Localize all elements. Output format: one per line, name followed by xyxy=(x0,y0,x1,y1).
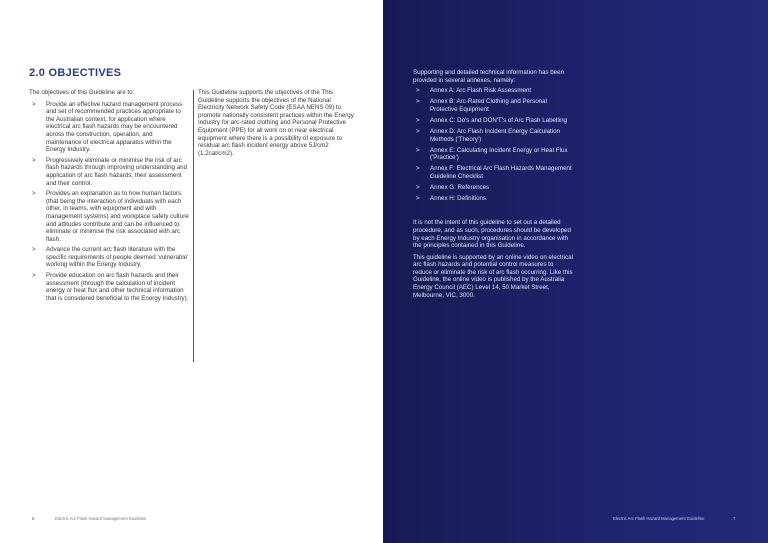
bullet-marker: > xyxy=(32,100,36,108)
list-item xyxy=(29,190,189,243)
list-item xyxy=(29,272,189,302)
annexes-intro: Supporting and detailed technical information has been provided in several annexes, namely: xyxy=(413,69,565,84)
left-page xyxy=(0,0,383,543)
bullet-marker: > xyxy=(32,190,36,198)
right-page xyxy=(383,0,768,543)
column-divider xyxy=(193,90,194,362)
list-item xyxy=(413,147,573,162)
list-item xyxy=(413,128,573,143)
annex-text: Annex B: Arc-Rated Clothing and Personal Protective Equipment xyxy=(430,98,547,113)
bullet-marker: > xyxy=(416,128,420,136)
objective-text: Provide an effective hazard management process and set of recommended practices appropriate to the Australian context, for application where electrical arc flash hazards may be encountered across the construction, operation, and maintenance of electrical apparatus within the Energy Industry. xyxy=(46,100,183,154)
bullet-marker: > xyxy=(416,184,420,192)
annex-text: Annex C: Do's and DON'T's of Arc Flash Labelling xyxy=(430,116,567,124)
list-item xyxy=(413,165,573,180)
support-column xyxy=(198,89,356,161)
objective-text: Advance the current arc flash literature with the specific requirements of people deemed 'vulnerable' working within the Energy Industry. xyxy=(46,246,189,269)
bullet-marker: > xyxy=(416,195,420,203)
bullet-marker: > xyxy=(416,165,420,173)
page-number: 7 xyxy=(733,516,736,521)
objectives-intro: The objectives of this Guideline are to: xyxy=(29,89,135,96)
list-item xyxy=(29,246,189,269)
support-paragraph: This Guideline supports the objectives of the This Guideline supports the objectives of the National Electricity Network Safety Code (ESAA NENS 09) to promote nationally consistent practices within the Energy Industry for arc-rated clothing and Personal Protective Equipment (PPE) for all work on or near electrical equipment where there is a possibility of exposure to residual arc flash incident energy above 5J/cm2 (1.2cal/cm2). xyxy=(198,89,354,157)
section-heading: 2.0 OBJECTIVES xyxy=(29,67,122,79)
objective-text: Progressively eliminate or minimise the risk of arc flash hazards through improving understanding and application of arc flash hazards, their assessment and their control. xyxy=(46,156,188,187)
annexes-column xyxy=(413,69,573,303)
bullet-marker: > xyxy=(416,146,420,154)
objective-text: Provides an explanation as to how human factors (that being the interaction of individuals with each other, in teams, with equipment and with management systems) and workplace safety culture and attitudes contribute and can be influenced to eliminate or minimise the risk associated with arc flash. xyxy=(46,190,189,243)
bullet-marker: > xyxy=(32,156,36,164)
footer-title: Electric Arc Flash Hazard Management Guideline xyxy=(613,516,705,521)
objective-text: Provide education on arc flash hazards and their assessment (through the calculation of incident energy or heat flux and other technical information that is considered beneficial to the Energy Industry). xyxy=(46,272,189,302)
list-item xyxy=(413,117,573,125)
intent-paragraph: It is not the intent of this guideline to set out a detailed procedure, and as such, procedures should be developed by each Energy Industry organisation in accordance with the principles contained in this Guideline. xyxy=(413,219,571,250)
page-number: 6 xyxy=(32,516,35,521)
list-item xyxy=(413,98,573,113)
annex-text: Annex D: Arc Flash Incident Energy Calculation Methods ('Theory') xyxy=(430,128,561,143)
bullet-marker: > xyxy=(416,98,420,106)
footer-title: Electric Arc Flash Hazard Management Guideline xyxy=(55,516,147,521)
objectives-list xyxy=(29,101,189,303)
bullet-marker: > xyxy=(416,116,420,124)
list-item xyxy=(413,184,573,192)
annex-text: Annex E: Calculating Incident Energy or Heat Flux ('Practice') xyxy=(430,146,568,162)
list-item xyxy=(29,157,189,187)
list-item xyxy=(413,195,573,203)
objectives-column xyxy=(29,89,189,305)
annex-text: Annex F: Electrical Arc Flash Hazards Management Guideline Checklist xyxy=(430,165,572,181)
list-item xyxy=(413,87,573,95)
bullet-marker: > xyxy=(32,272,36,280)
bullet-marker: > xyxy=(32,246,36,254)
annex-text: Annex G: References xyxy=(430,184,490,192)
annex-text: Annex H: Definitions xyxy=(430,195,487,203)
bullet-marker: > xyxy=(416,87,420,95)
annex-text: Annex A: Arc Flash Risk Assessment xyxy=(430,87,532,95)
video-paragraph: This guideline is supported by an online video on electrical arc flash hazards and potential control measures to reduce or eliminate the risk of arc flash occurring. Like this Guideline, the online video is published by the Australia Energy Council (AEC) Level 14, 50 Market Street, Melbourne, VIC, 3000. xyxy=(413,253,573,299)
annexes-list xyxy=(413,87,573,203)
list-item xyxy=(29,101,189,154)
